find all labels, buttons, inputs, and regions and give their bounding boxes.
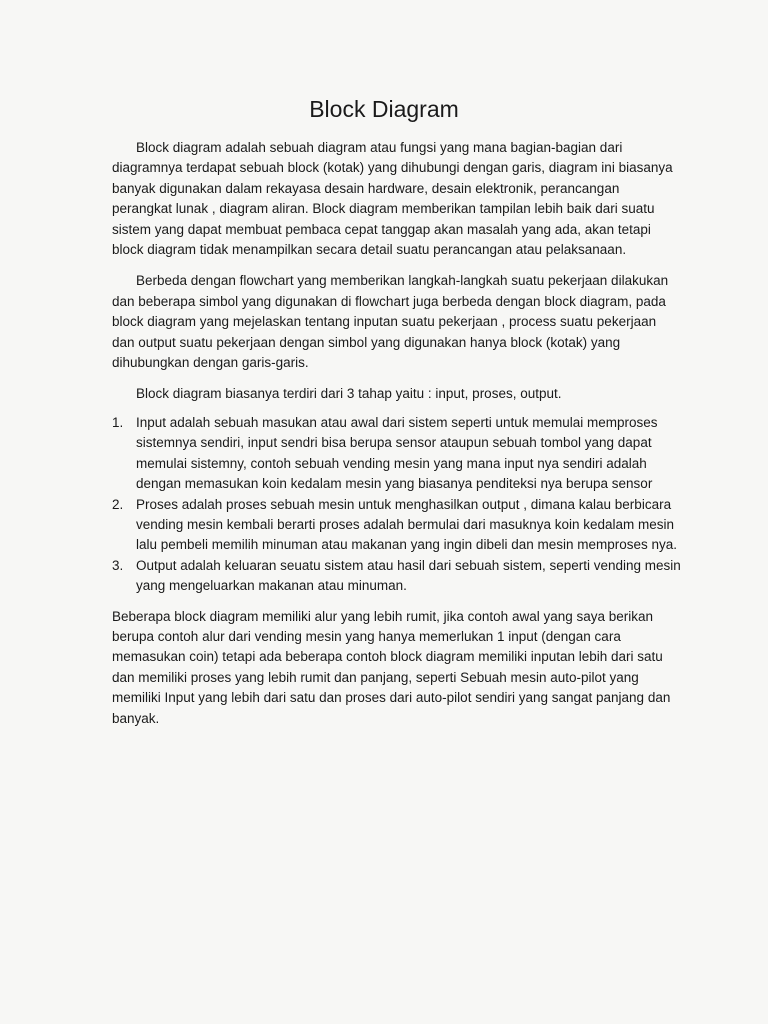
list-item-text: Input adalah sebuah masukan atau awal dari sistem seperti untuk memulai memproses sistemnya sendiri, input sendri bisa berupa sensor ataupun sebuah tombol yang dapat memulai sistemny, contoh sebuah vending mesin yang mana input nya sendiri adalah dengan memasukan koin kedalam mesin yang biasanya penditeksi nya berupa sensor [136,414,658,492]
list-item [112,495,682,556]
paragraph-list-intro: Block diagram biasanya terdiri dari 3 tahap yaitu : input, proses, output. [136,386,562,402]
page-title: Block Diagram [309,96,459,122]
list-item-number: 3. [112,557,124,573]
paragraph-comparison: Berbeda dengan flowchart yang memberikan langkah-langkah suatu pekerjaan dilakukan dan beberapa simbol yang digunakan di flowchart juga berbeda dengan block diagram, pada block diagram yang mejelaskan tentang inputan suatu pekerjaan , process suatu pekerjaan dan output suatu pekerjaan dengan simbol yang digunakan hanya block (kotak) yang dihubungkan dengan garis-garis. [112,273,669,371]
list-item-number: 1. [112,414,124,430]
list-item [112,413,682,495]
list-item-number: 2. [112,496,124,512]
list-item-text: Output adalah keluaran seuatu sistem atau hasil dari sebuah sistem, seperti vending mesin yang mengeluarkan makanan atau minuman. [136,557,681,594]
list-item [112,556,682,597]
document-body [112,138,682,740]
stages-list [112,413,682,597]
list-item-text: Proses adalah proses sebuah mesin untuk menghasilkan output , dimana kalau berbicara vending mesin kembali berarti proses adalah bermulai dari masuknya koin kedalam mesin lalu pembeli memilih minuman atau makanan yang ingin dibeli dan mesin memproses nya. [136,496,678,553]
paragraph-definition: Block diagram adalah sebuah diagram atau fungsi yang mana bagian-bagian dari diagramnya terdapat sebuah block (kotak) yang dihubungi dengan garis, diagram ini biasanya banyak digunakan dalam rekayasa desain hardware, desain elektronik, perancangan perangkat lunak , diagram aliran. Block diagram memberikan tampilan lebih baik dari suatu sistem yang dapat membuat pembaca cepat tanggap akan masalah yang ada, akan tetapi block diagram tidak menampilkan secara detail suatu perancangan atau pelaksanaan. [112,140,673,258]
paragraph-complex-example: Beberapa block diagram memiliki alur yang lebih rumit, jika contoh awal yang saya berikan berupa contoh alur dari vending mesin yang hanya memerlukan 1 input (dengan cara memasukan coin) tetapi ada beberapa contoh block diagram memiliki inputan lebih dari satu dan memiliki proses yang lebih rumit dan panjang, seperti Sebuah mesin auto-pilot yang memiliki Input yang lebih dari satu dan proses dari auto-pilot sendiri yang sangat panjang dan banyak. [112,608,671,726]
